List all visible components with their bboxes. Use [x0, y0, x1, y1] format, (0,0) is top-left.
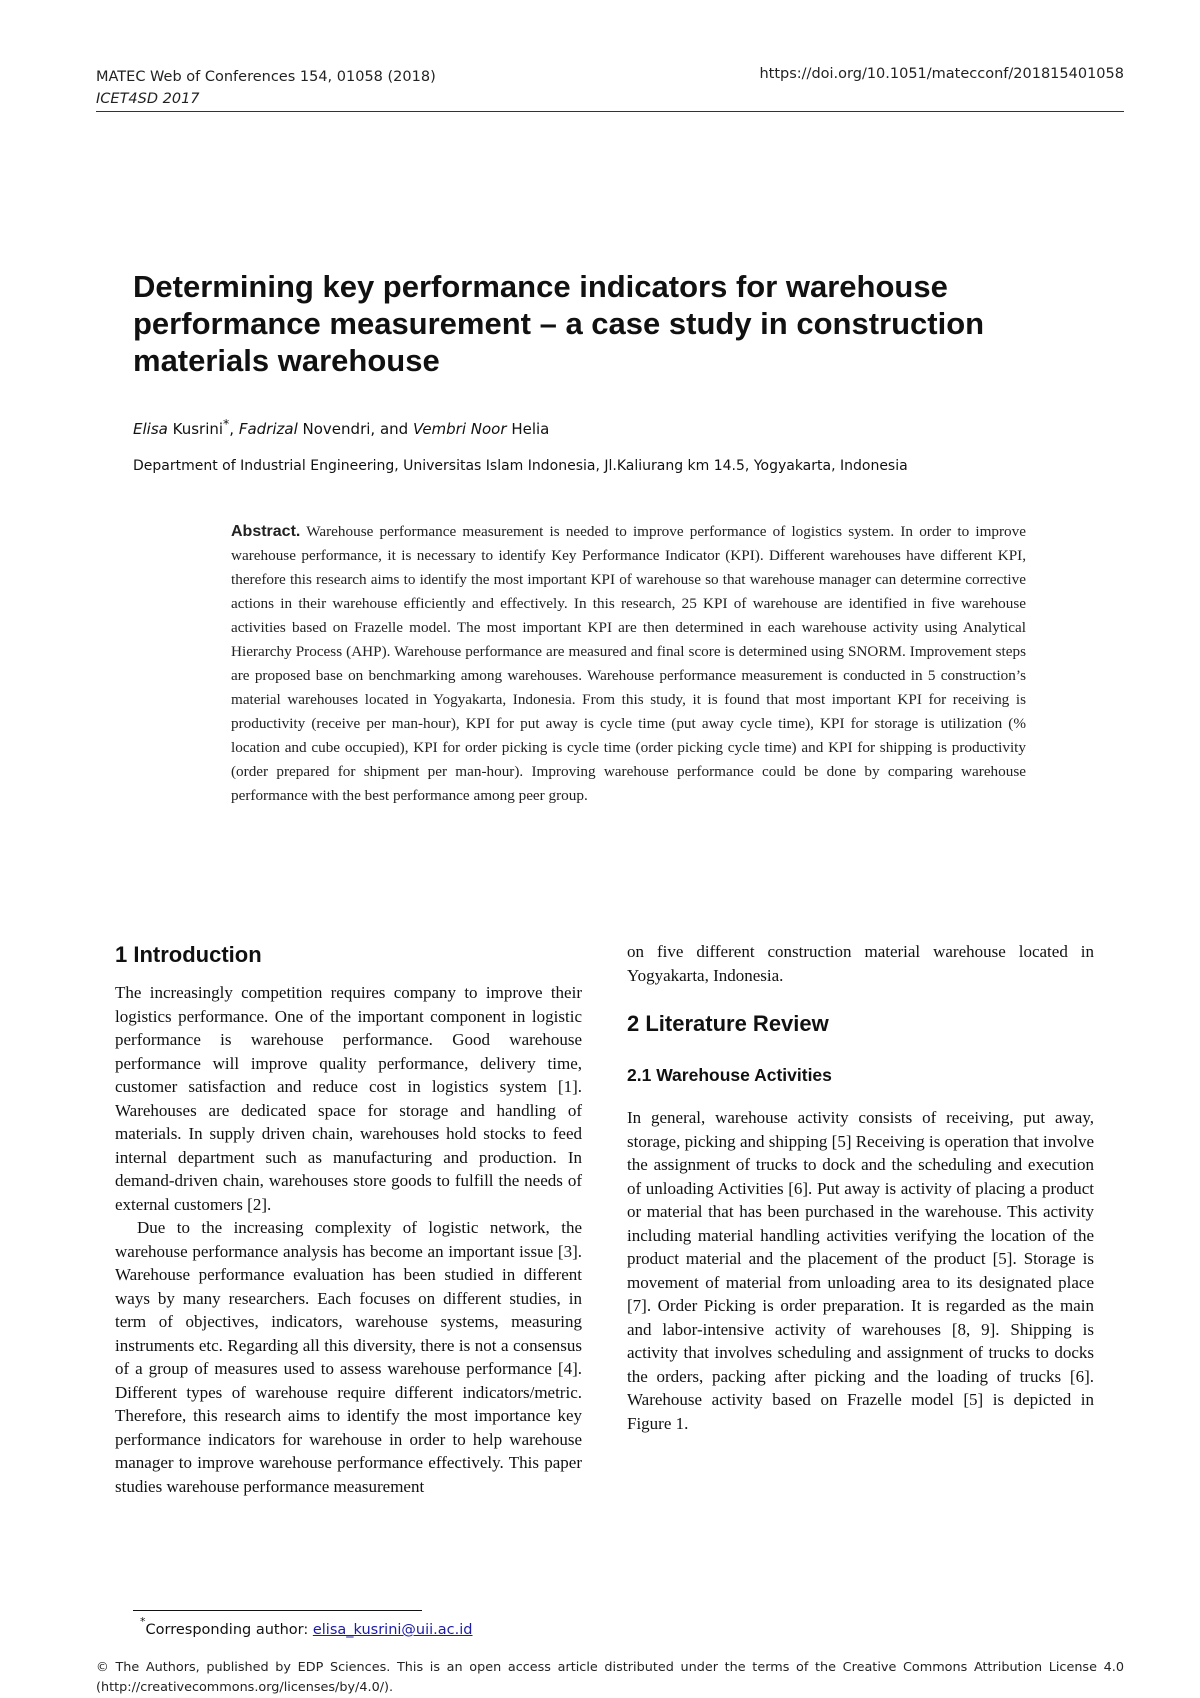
author-family-name: Novendri — [302, 420, 371, 438]
footnote-divider — [133, 1610, 422, 1611]
author-given-name: Elisa — [133, 420, 168, 438]
header-divider — [96, 111, 1124, 112]
right-column — [627, 940, 1094, 1435]
author-family-name: Kusrini — [172, 420, 224, 438]
doi-link[interactable]: https://doi.org/10.1051/matecconf/201815401058 — [759, 66, 1124, 82]
intro-paragraph-1: The increasingly competition requires company to improve their logistics performance. One of the important component in logistic performance is warehouse performance. Good warehouse performance will improve quality performance, delivery time, customer satisfaction and reduce cost in logistics system [1]. Warehouses are dedicated space for storage and handling of materials. In supply driven chain, warehouses hold stocks to feed internal department such as manufacturing and production. In demand-driven chain, warehouses store goods to fulfill the needs of external customers [2]. — [115, 983, 582, 1214]
author-family-name: Helia — [511, 420, 550, 438]
footnote — [140, 1615, 473, 1638]
paper-title: Determining key performance indicators for warehouse performance measurement – a case study in construction materials warehouse — [133, 269, 985, 378]
left-column — [115, 940, 582, 1498]
section-heading-introduction: 1 Introduction — [115, 942, 262, 967]
intro-continuation: on five different construction material warehouse located in Yogyakarta, Indonesia. — [627, 942, 1094, 985]
author-given-name: Fadrizal — [238, 420, 298, 438]
intro-paragraph-2: Due to the increasing complexity of logistic network, the warehouse performance analysis has become an important issue [3]. Warehouse performance evaluation has been studied in different ways by many researchers. Each focuses on different studies, in term of objectives, indicators, warehouse systems, measuring instruments etc. Regarding all this diversity, there is not a consensus of a group of measures used to assess warehouse performance [4]. Different types of warehouse require different indicators/metric. Therefore, this research aims to identify the most importance key performance indicators for warehouse in order to help warehouse manager to improve warehouse performance effectively. This paper studies warehouse performance measurement — [115, 1218, 582, 1496]
author-given-name: Vembri Noor — [412, 420, 507, 438]
journal-reference: MATEC Web of Conferences 154, 01058 (2018) — [96, 69, 436, 85]
affiliation: Department of Industrial Engineering, Universitas Islam Indonesia, Jl.Kaliurang km 14.5, Yogyakarta, Indonesia — [133, 458, 908, 474]
abstract-label: Abstract. — [231, 523, 301, 540]
corresponding-mark: * — [223, 416, 230, 431]
author-separator: , and — [370, 420, 413, 438]
section-heading-literature-review: 2 Literature Review — [627, 1011, 829, 1036]
abstract — [231, 520, 1026, 808]
license-notice: © The Authors, published by EDP Sciences. This is an open access article distributed under the terms of the Creative Commons Attribution License 4.0 (http://creativecommons.org/licenses/by/4.0/). — [96, 1660, 1124, 1695]
conference-name: ICET4SD 2017 — [96, 91, 200, 107]
literature-paragraph-1: In general, warehouse activity consists of receiving, put away, storage, picking and shipping [5] Receiving is operation that involve the assignment of trucks to dock and the scheduling and execution of unloading Activities [6]. Put away is activity of placing a product or material that has been purchased in the warehouse. This activity including material handling activities verifying the location of the product material and the placement of the product [5]. Storage is movement of material from unloading area to its designated place [7]. Order Picking is order preparation. It is regarded as the main and labor-intensive activity of warehouses [8, 9]. Shipping is activity that involves scheduling and assignment of trucks to docks the orders, packing after picking and the loading of trucks [6]. Warehouse activity based on Frazelle model [5] is depicted in Figure 1. — [627, 1108, 1094, 1433]
abstract-text: Warehouse performance measurement is needed to improve performance of logistics system. In order to improve warehouse performance, it is necessary to identify Key Performance Indicator (KPI). Different warehouses have different KPI, therefore this research aims to identify the most important KPI of warehouse so that warehouse manager can determine corrective actions in their warehouse efficiently and effectively. In this research, 25 KPI of warehouse are identified in five warehouse activities based on Frazelle model. The most important KPI are then determined in each warehouse activity using Analytical Hierarchy Process (AHP). Warehouse performance are measured and final score is determined using SNORM. Improvement steps are proposed base on benchmarking among warehouses. Warehouse performance measurement is conducted in 5 construction’s material warehouses located in Yogyakarta, Indonesia. From this study, it is found that most important KPI for receiving is productivity (receive per man-hour), KPI for put away is cycle time (put away cycle time), KPI for storage is utilization (% location and cube occupied), KPI for order picking is cycle time (order picking cycle time) and KPI for shipping is productivity (order prepared for shipment per man-hour). Improving warehouse performance could be done by comparing warehouse performance with the best performance among peer group. — [231, 523, 1026, 804]
author-separator: , — [229, 420, 239, 438]
running-header — [96, 66, 436, 110]
footnote-mark: * — [140, 1615, 146, 1628]
author-list — [133, 416, 549, 438]
footnote-label: Corresponding author: — [145, 1621, 313, 1638]
author-email-link[interactable]: elisa_kusrini@uii.ac.id — [312, 1621, 473, 1638]
subsection-heading-warehouse-activities: 2.1 Warehouse Activities — [627, 1065, 832, 1085]
